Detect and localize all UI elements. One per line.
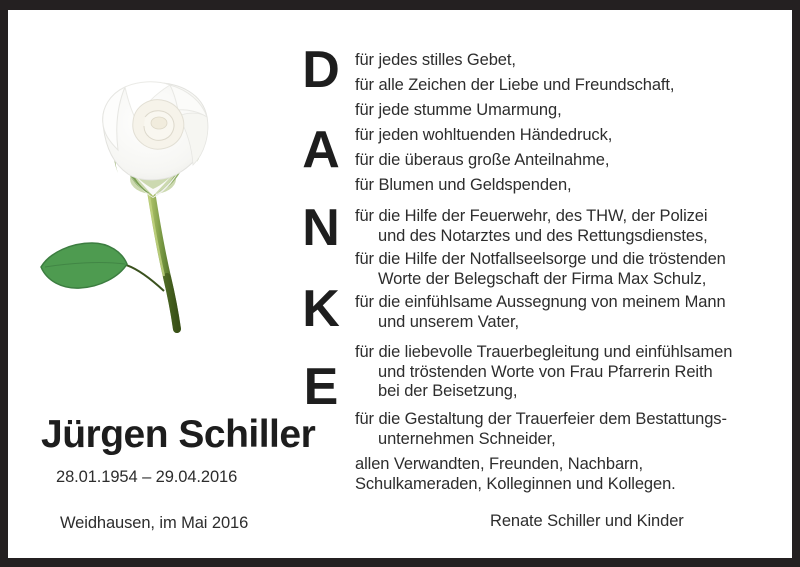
thanks-item: für Blumen und Geldspenden, bbox=[355, 176, 572, 194]
family-signature: Renate Schiller und Kinder bbox=[490, 512, 684, 530]
thanks-item: für die überaus große Anteilnahme, bbox=[355, 151, 610, 169]
white-rose-icon bbox=[30, 60, 290, 345]
thanks-item: für jedes stilles Gebet, bbox=[355, 51, 516, 69]
thanks-item: für jede stumme Umarmung, bbox=[355, 101, 562, 119]
thanks-item: für alle Zeichen der Liebe und Freundschaft, bbox=[355, 76, 675, 94]
danke-letter-a: A bbox=[302, 121, 340, 179]
danke-letter-e: E bbox=[303, 358, 339, 416]
danke-letter-n: N bbox=[302, 199, 340, 257]
thanks-item: für die Hilfe der Notfallseelsorge und die tröstenden Worte der Belegschaft der Firma Max Schulz, bbox=[355, 250, 726, 288]
place-and-date: Weidhausen, im Mai 2016 bbox=[60, 514, 249, 532]
thanks-item: für die liebevolle Trauerbegleitung und einfühlsamen und tröstenden Worte von Frau Pfarrerin Reith bei der Beisetzung, bbox=[355, 343, 733, 400]
notice-frame bbox=[8, 10, 792, 558]
danke-letter-d: D bbox=[302, 41, 340, 99]
thanks-item: für jeden wohltuenden Händedruck, bbox=[355, 126, 613, 144]
deceased-name: Jürgen Schiller bbox=[41, 413, 316, 456]
thanks-item: für die Hilfe der Feuerwehr, des THW, der Polizei und des Notarztes und des Rettungsdienstes, bbox=[355, 207, 708, 245]
thanks-item: für die Gestaltung der Trauerfeier dem Bestattungs- unternehmen Schneider, bbox=[355, 410, 727, 448]
danke-letter-k: K bbox=[302, 280, 340, 338]
deceased-dates: 28.01.1954 – 29.04.2016 bbox=[56, 468, 238, 486]
thanks-item: allen Verwandten, Freunden, Nachbarn, Schulkameraden, Kolleginnen und Kollegen. bbox=[355, 455, 676, 493]
thanks-item: für die einfühlsame Aussegnung von meinem Mann und unserem Vater, bbox=[355, 293, 726, 331]
thanks-list bbox=[355, 51, 785, 500]
